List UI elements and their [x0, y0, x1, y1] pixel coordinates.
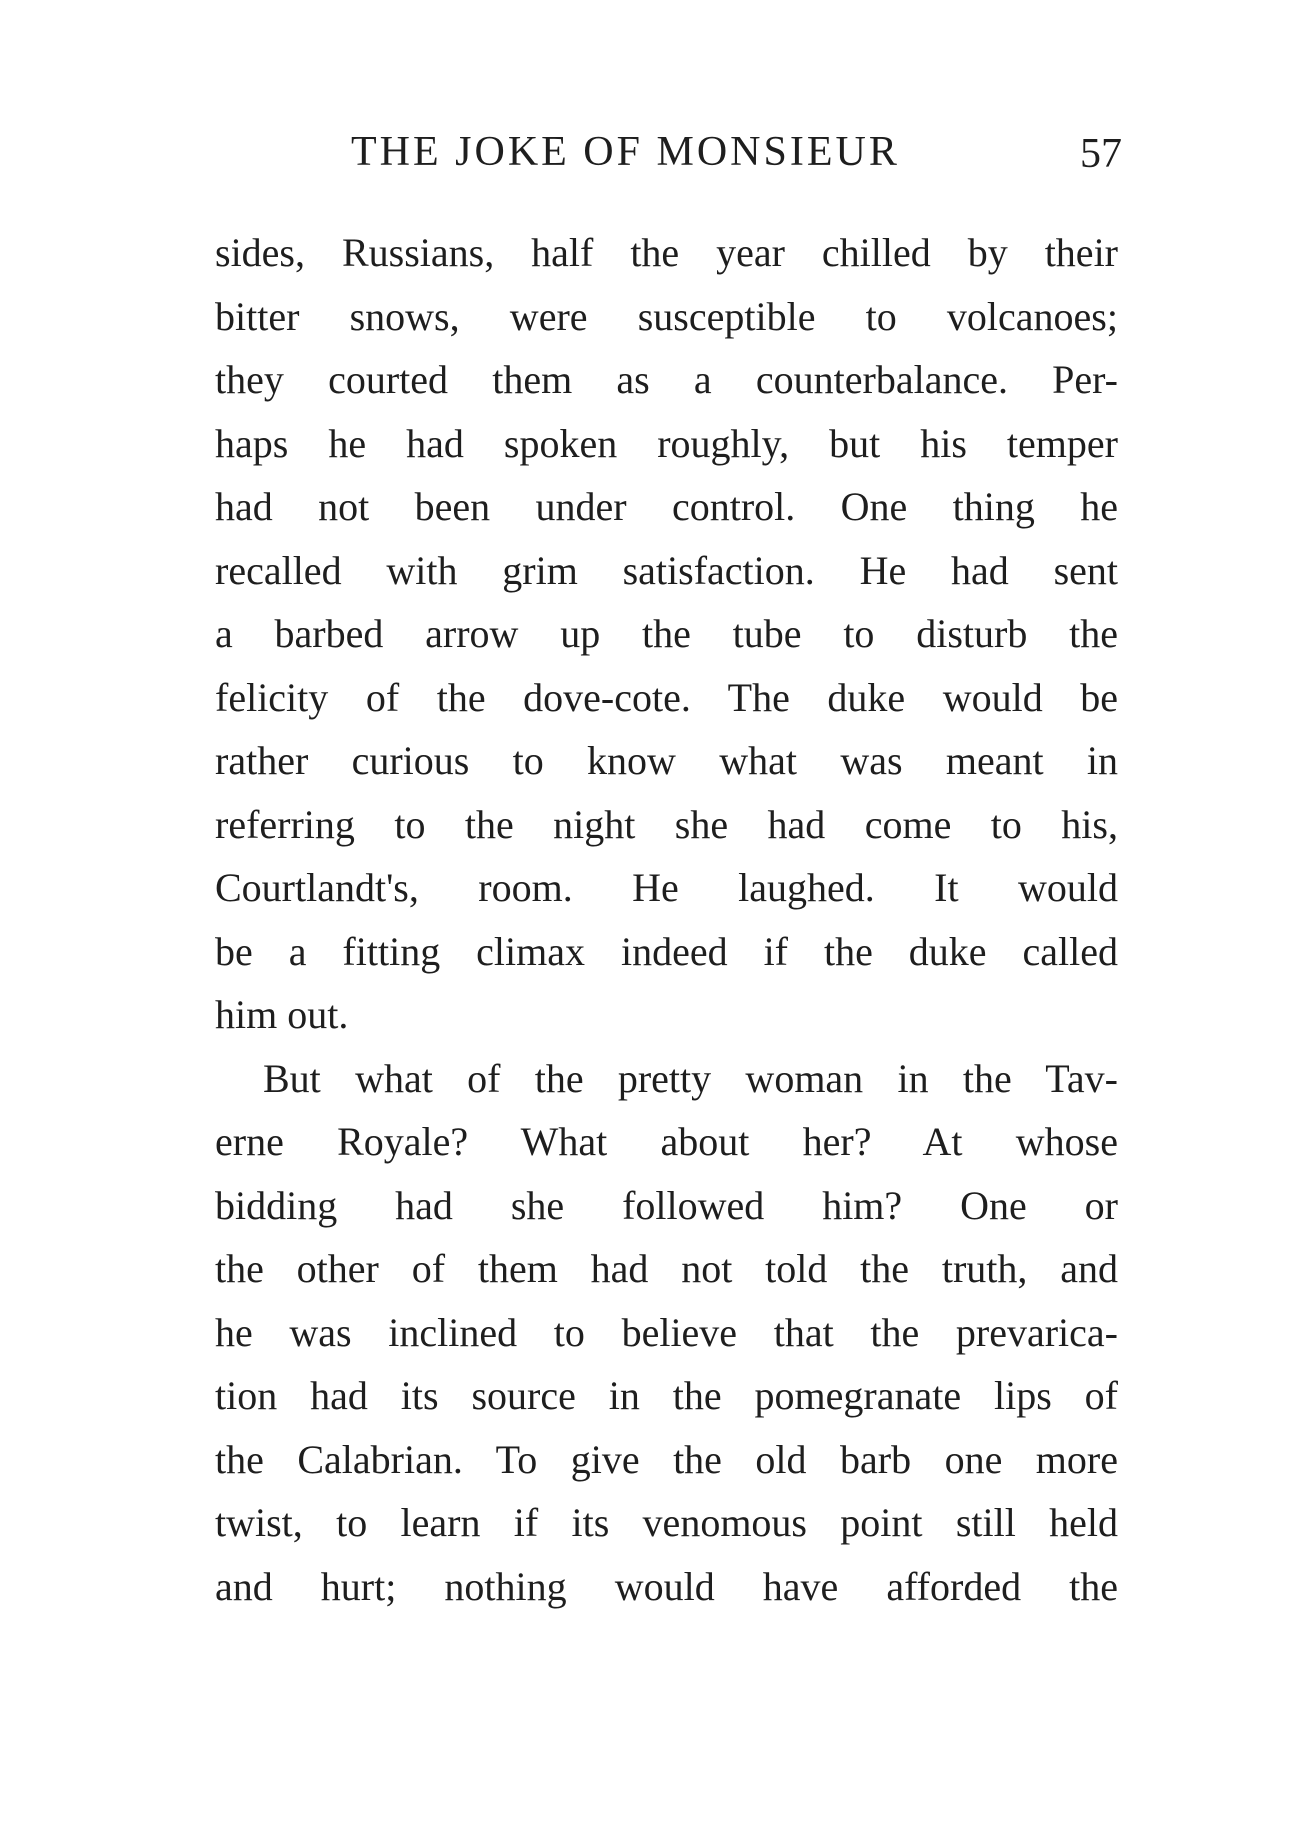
- paragraph-2: [215, 1047, 1118, 1619]
- body-text: [215, 221, 1118, 1618]
- text-line: sides, Russians, half the year chilled by their: [215, 230, 1118, 275]
- text-line: recalled with grim satisfaction. He had sent: [215, 547, 1118, 593]
- text-line: haps he had spoken roughly, but his temper: [215, 420, 1118, 466]
- text-line: the Calabrian. To give the old barb one more: [215, 1436, 1118, 1482]
- text-line: be a fitting climax indeed if the duke called: [215, 928, 1118, 974]
- text-line: they courted them as a counterbalance. Per-: [215, 357, 1118, 402]
- text-line: he was inclined to believe that the prevarica-: [215, 1309, 1118, 1355]
- text-line: the other of them had not told the truth, and: [215, 1246, 1118, 1291]
- text-line: felicity of the dove-cote. The duke would be: [215, 674, 1118, 720]
- text-line: bitter snows, were susceptible to volcanoes;: [215, 293, 1118, 339]
- text-line: a barbed arrow up the tube to disturb the: [215, 611, 1118, 656]
- running-title: THE JOKE OF MONSIEUR: [351, 129, 900, 175]
- text-line: him out.: [215, 992, 349, 1037]
- text-line: tion had its source in the pomegranate lips of: [215, 1373, 1118, 1418]
- text-line: and hurt; nothing would have afforded the: [215, 1563, 1118, 1609]
- text-line: erne Royale? What about her? At whose: [215, 1119, 1118, 1164]
- text-line: twist, to learn if its venomous point still held: [215, 1500, 1118, 1545]
- running-head: [351, 128, 1131, 188]
- text-line: had not been under control. One thing he: [215, 484, 1118, 529]
- text-line: But what of the pretty woman in the Tav-: [263, 1055, 1118, 1101]
- page-number: 57: [1080, 131, 1122, 177]
- text-line: referring to the night she had come to his,: [215, 801, 1118, 847]
- text-line: rather curious to know what was meant in: [215, 738, 1118, 783]
- text-line: bidding had she followed him? One or: [215, 1182, 1118, 1228]
- text-line: Courtlandt's, room. He laughed. It would: [215, 865, 1118, 910]
- paragraph-1: [215, 221, 1118, 1047]
